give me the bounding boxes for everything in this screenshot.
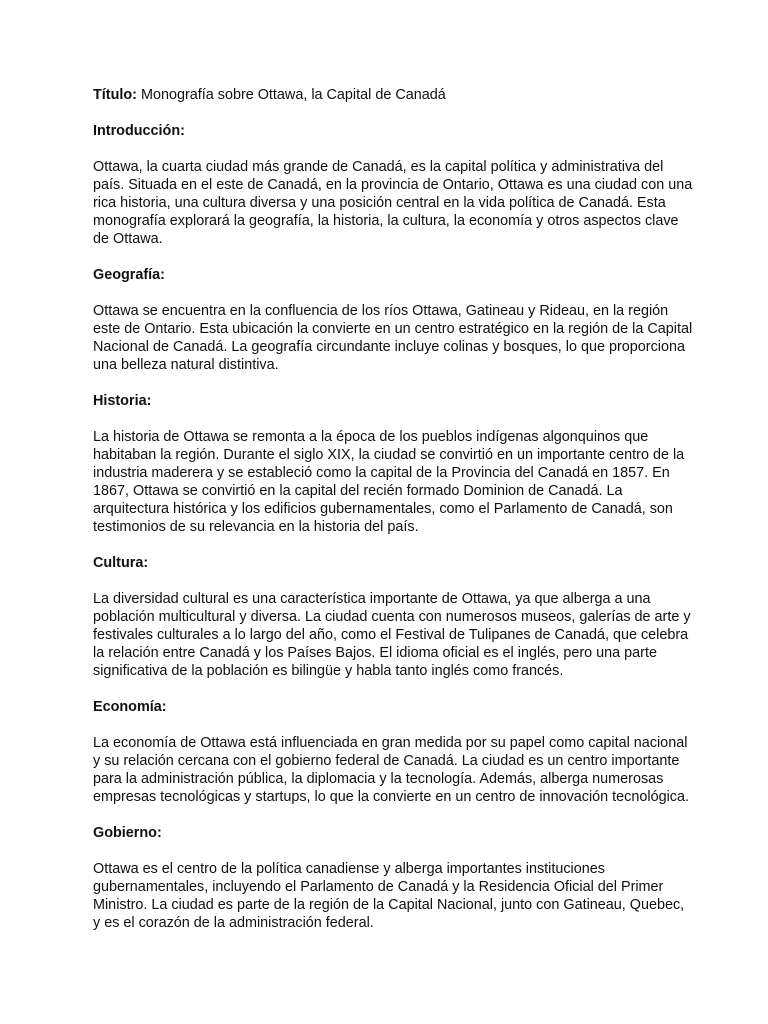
section-gobierno <box>93 824 693 932</box>
section-heading: Historia: <box>93 393 152 409</box>
section-introduccion <box>93 122 693 248</box>
section-paragraph: Ottawa se encuentra en la confluencia de los ríos Ottawa, Gatineau y Rideau, en la región este de Ontario. Esta ubicación la convierte en un centro estratégico en la región de la Capital Nacional de Canadá. La geografía circundante incluye colinas y bosques, lo que proporciona una belleza natural distintiva. <box>93 303 693 373</box>
section-geografia <box>93 266 693 374</box>
document-page <box>93 86 693 950</box>
title-label: Título: <box>93 87 137 103</box>
section-heading: Gobierno: <box>93 825 162 841</box>
section-paragraph: Ottawa, la cuarta ciudad más grande de Canadá, es la capital política y administrativa del país. Situada en el este de Canadá, en la provincia de Ontario, Ottawa es una ciudad con una rica historia, una cultura diversa y una posición central en la vida política de Canadá. Esta monografía explorará la geografía, la historia, la cultura, la economía y otros aspectos clave de Ottawa. <box>93 159 693 247</box>
section-paragraph: La diversidad cultural es una característica importante de Ottawa, ya que alberga a una población multicultural y diversa. La ciudad cuenta con numerosos museos, galerías de arte y festivales culturales a lo largo del año, como el Festival de Tulipanes de Canadá, que celebra la relación entre Canadá y los Países Bajos. El idioma oficial es el inglés, pero una parte significativa de la población es bilingüe y habla tanto inglés como francés. <box>93 591 691 679</box>
section-paragraph: Ottawa es el centro de la política canadiense y alberga importantes instituciones gubernamentales, incluyendo el Parlamento de Canadá y la Residencia Oficial del Primer Ministro. La ciudad es parte de la región de la Capital Nacional, junto con Gatineau, Quebec, y es el corazón de la administración federal. <box>93 861 685 931</box>
section-paragraph: La economía de Ottawa está influenciada en gran medida por su papel como capital nacional y su relación cercana con el gobierno federal de Canadá. La ciudad es un centro importante para la administración pública, la diplomacia y la tecnología. Además, alberga numerosas empresas tecnológicas y startups, lo que la convierte en un centro de innovación tecnológica. <box>93 735 689 805</box>
section-historia <box>93 392 693 536</box>
section-paragraph: La historia de Ottawa se remonta a la época de los pueblos indígenas algonquinos que habitaban la región. Durante el siglo XIX, la ciudad se convirtió en un importante centro de la industria maderera y se estableció como la capital de la Provincia del Canadá en 1857. En 1867, Ottawa se convirtió en la capital del recién formado Dominion de Canadá. La arquitectura histórica y los edificios gubernamentales, como el Parlamento de Canadá, son testimonios de su relevancia en la historia del país. <box>93 429 685 535</box>
section-heading: Introducción: <box>93 123 185 139</box>
section-cultura <box>93 554 693 680</box>
title-text: Monografía sobre Ottawa, la Capital de Canadá <box>136 87 446 103</box>
section-economia <box>93 698 693 806</box>
section-heading: Cultura: <box>93 555 149 571</box>
document-title <box>93 86 693 104</box>
section-heading: Geografía: <box>93 267 165 283</box>
section-heading: Economía: <box>93 699 167 715</box>
